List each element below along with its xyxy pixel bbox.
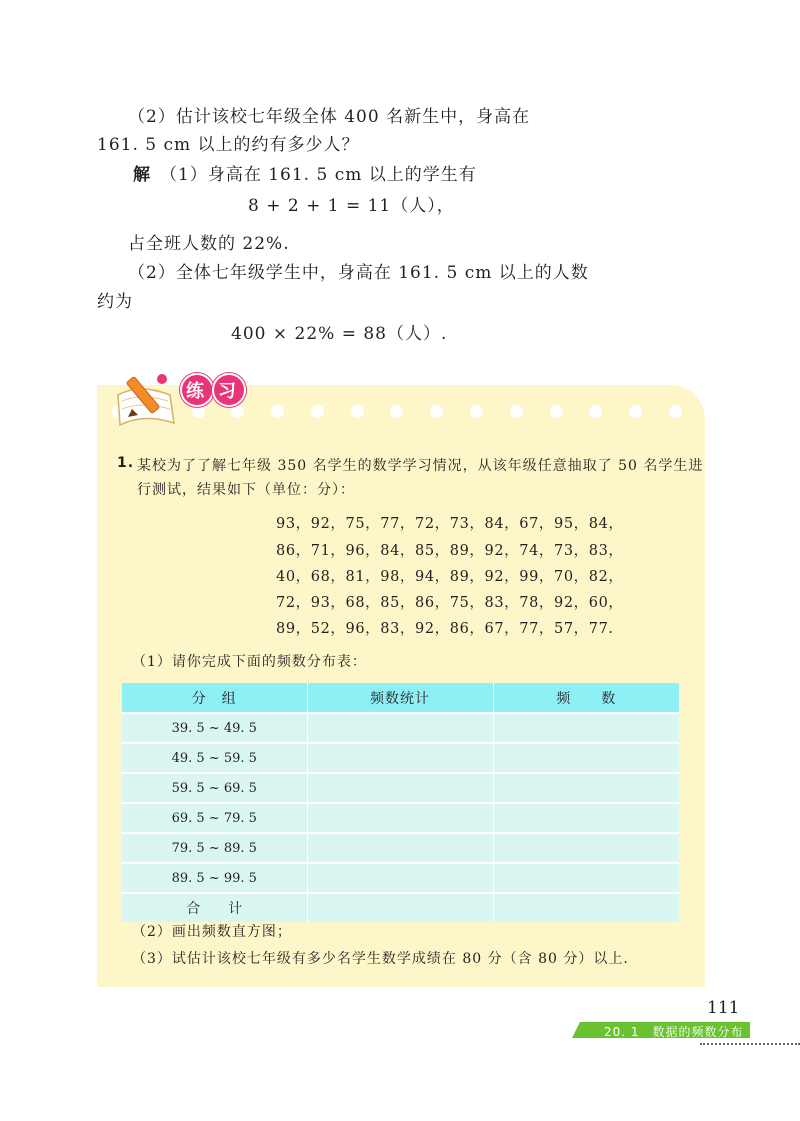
table-row	[122, 833, 679, 863]
tally-cell[interactable]	[307, 893, 493, 922]
group-cell: 69. 5 ~ 79. 5	[122, 803, 307, 833]
frequency-cell[interactable]	[493, 743, 679, 773]
frequency-cell[interactable]	[493, 893, 679, 922]
frequency-cell[interactable]	[493, 713, 679, 743]
page-number: 111	[707, 998, 740, 1018]
footer-dotted-rule	[700, 1043, 800, 1045]
solution-part-2-line-2: 约为	[97, 292, 133, 312]
table-row	[122, 743, 679, 773]
question-2-line-1: （2）估计该校七年级全体 400 名新生中，身高在	[128, 107, 531, 127]
score-row: 72，93，68，85，86，75，83，78，92，60，	[276, 595, 624, 611]
tally-cell[interactable]	[307, 773, 493, 803]
frequency-cell[interactable]	[493, 773, 679, 803]
exercise-title: 练习	[186, 381, 250, 402]
table-header-row	[122, 683, 679, 713]
table-row	[122, 863, 679, 893]
solution-part-2-line-1: （2）全体七年级学生中，身高在 161. 5 cm 以上的人数	[128, 263, 589, 283]
table-total-row	[122, 893, 679, 922]
section-footer-label: 20. 1 数据的频数分布	[604, 1025, 744, 1039]
pencil-notebook-icon	[110, 365, 190, 435]
group-cell: 89. 5 ~ 99. 5	[122, 863, 307, 893]
table-row	[122, 713, 679, 743]
tally-cell[interactable]	[307, 833, 493, 863]
score-row: 93，92，75，77，72，73，84，67，95，84，	[276, 516, 624, 532]
task-3: （3）试估计该校七年级有多少名学生数学成绩在 80 分（含 80 分）以上.	[132, 951, 629, 967]
task-1: （1）请你完成下面的频数分布表：	[132, 654, 367, 670]
question-2-line-2: 161. 5 cm 以上的约有多少人？	[97, 135, 360, 155]
frequency-table	[122, 683, 679, 922]
solution-part-1: （1）身高在 161. 5 cm 以上的学生有	[160, 165, 477, 185]
tally-cell[interactable]	[307, 713, 493, 743]
exercise-prompt-line-1: 某校为了了解七年级 350 名学生的数学学习情况，从该年级任意抽取了 50 名学生进	[137, 458, 704, 474]
tally-cell[interactable]	[307, 863, 493, 893]
notebook-holes	[112, 405, 682, 419]
group-cell: 79. 5 ~ 89. 5	[122, 833, 307, 863]
header-group: 分 组	[122, 683, 307, 713]
header-frequency: 频 数	[493, 683, 679, 713]
score-row: 89，52，96，83，92，86，67，77，57，77.	[276, 621, 614, 637]
score-row: 40，68，81，98，94，89，92，99，70，82，	[276, 569, 624, 585]
group-cell: 39. 5 ~ 49. 5	[122, 713, 307, 743]
score-row: 86，71，96，84，85，89，92，74，73，83，	[276, 543, 624, 559]
exercise-prompt-line-2: 行测试，结果如下（单位：分）：	[137, 482, 355, 498]
group-cell: 49. 5 ~ 59. 5	[122, 743, 307, 773]
formula-sum: 8 + 2 + 1 = 11（人），	[248, 196, 455, 216]
header-tally: 频数统计	[307, 683, 493, 713]
solution-label: 解	[133, 165, 151, 185]
solution-part-1-tail: 占全班人数的 22%.	[128, 234, 290, 254]
table-row	[122, 803, 679, 833]
group-cell: 59. 5 ~ 69. 5	[122, 773, 307, 803]
frequency-cell[interactable]	[493, 803, 679, 833]
frequency-cell[interactable]	[493, 833, 679, 863]
exercise-number: 1.	[117, 455, 135, 471]
task-2: （2）画出频数直方图；	[132, 924, 292, 940]
total-label-cell: 合 计	[122, 893, 307, 922]
table-row	[122, 773, 679, 803]
formula-product: 400 × 22% = 88（人）.	[231, 324, 448, 344]
tally-cell[interactable]	[307, 743, 493, 773]
tally-cell[interactable]	[307, 803, 493, 833]
frequency-cell[interactable]	[493, 863, 679, 893]
